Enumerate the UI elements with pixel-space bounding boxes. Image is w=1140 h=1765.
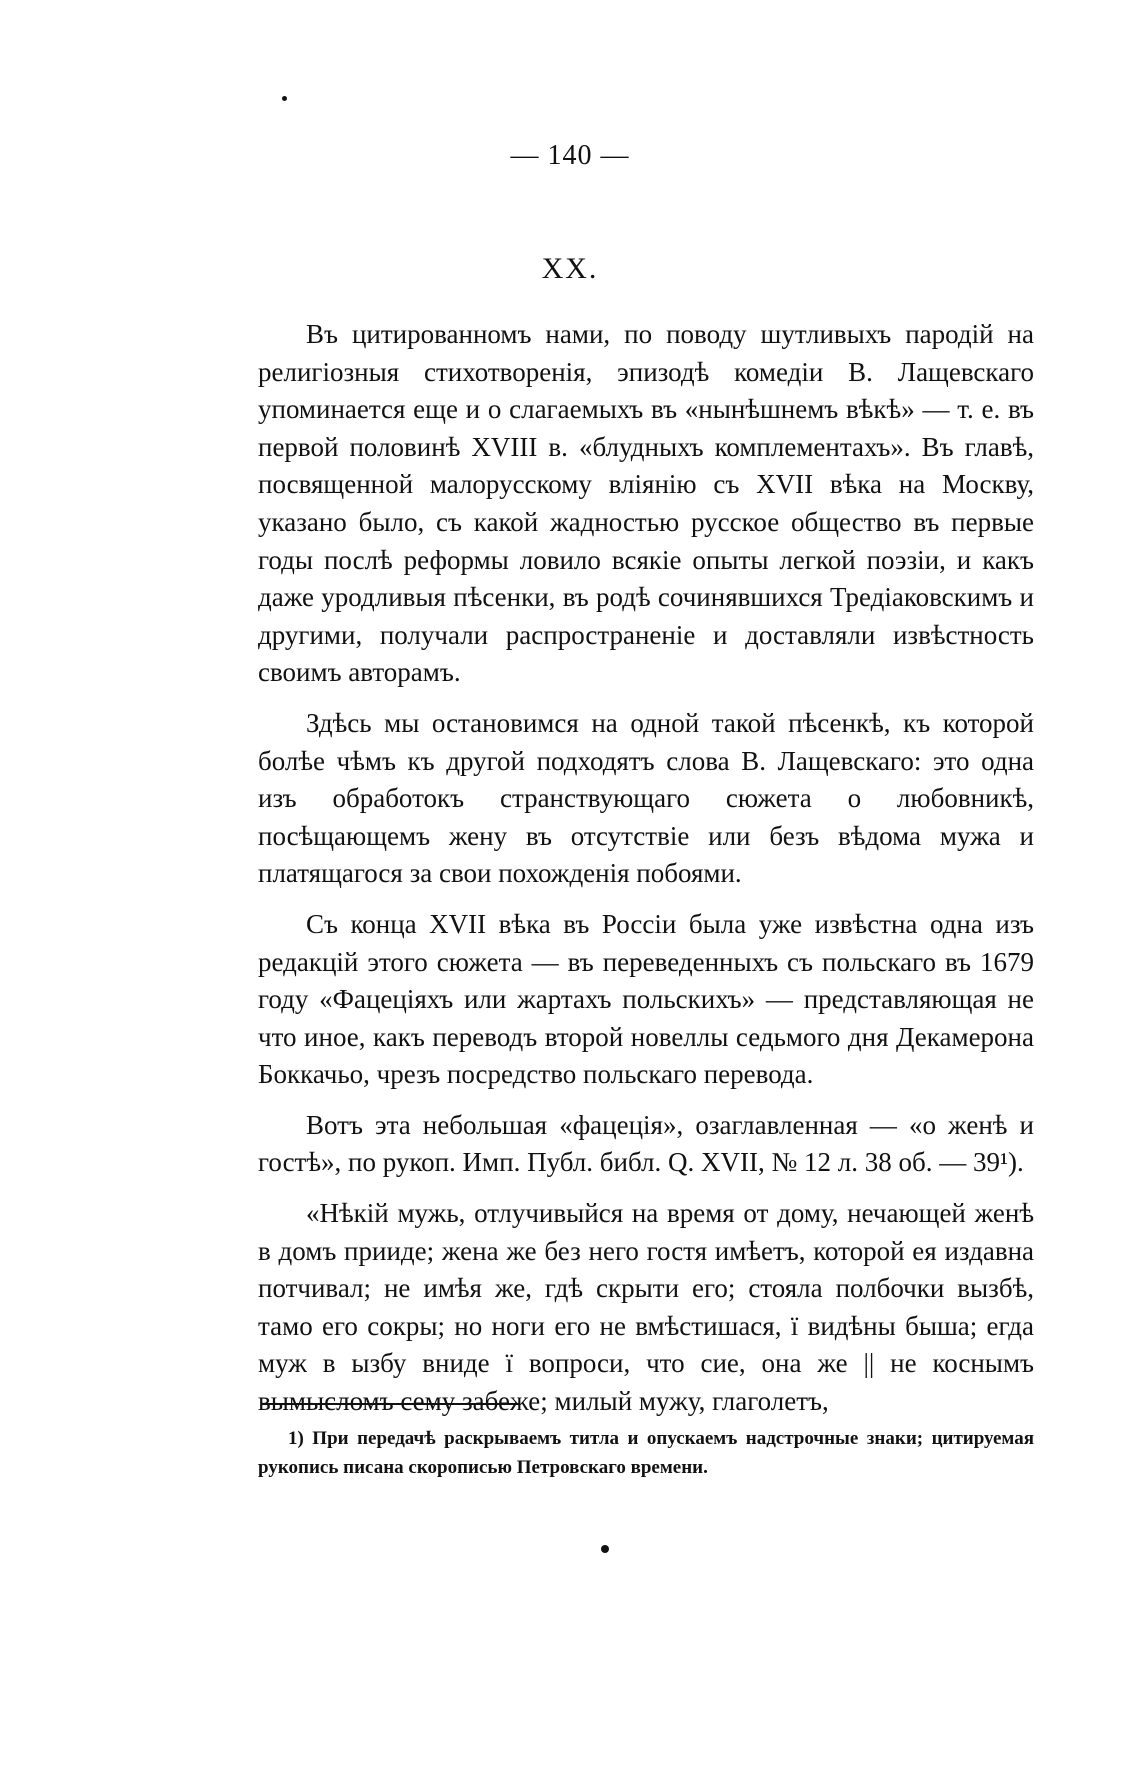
print-speck xyxy=(282,96,287,101)
paragraph: Здѣсь мы остановимся на одной такой пѣсенкѣ, къ которой болѣе чѣмъ къ другой подходятъ слова В. Лащевскаго: это одна изъ обработокъ странствующаго сюжета о любовникѣ, посѣщающемъ жену въ отсутствіе или безъ вѣдома мужа и платящагося за свои похожденія побоями. xyxy=(258,707,1034,889)
paragraph-quote: «Нѣкій мужь, отлучивыйся на время от дому, нечающей женѣ в домъ прииде; жена же без него гостя имѣетъ, которой ея издавна потчивал; не имѣя же, гдѣ скрыти его; стояла полбочки вызбѣ, тамо его сокры; но ноги его не вмѣстишася, ї видѣны быша; егда муж в ызбу вниде ї вопроси, что сие, она же || не коснымъ вымысломъ сему забеже; милый мужу, глаголетъ, xyxy=(258,1198,1034,1417)
page-number: — 140 — xyxy=(510,140,630,171)
print-speck xyxy=(601,1545,609,1553)
footnote-divider xyxy=(262,1403,520,1405)
footnote: 1) При передачѣ раскрываемъ титла и опускаемъ надстрочные знаки; цитируемая рукопись писана скорописью Петровскаго времени. xyxy=(258,1428,1034,1478)
body-text xyxy=(258,316,1034,1434)
chapter-heading: XX. xyxy=(541,252,599,285)
paragraph: Въ цитированномъ нами, по поводу шутливыхъ пародій на религіозныя стихотворенія, эпизодѣ комедіи В. Лащевскаго упоминается еще и о слагаемыхъ въ «нынѣшнемъ вѣкѣ» — т. е. въ первой половинѣ XVIII в. «блудныхъ комплементахъ». Въ главѣ, посвященной малорусскому вліянію съ XVII вѣка на Москву, указано было, съ какой жадностью русское общество въ первые годы послѣ реформы ловило всякіе опыты легкой поэзіи, и какъ даже уродливыя пѣсенки, въ родѣ сочинявшихся Тредіаковскимъ и другими, получали распространеніе и доставляли извѣстность своимъ авторамъ. xyxy=(258,319,1034,688)
paragraph: Вотъ эта небольшая «фацеція», озаглавленная — «о женѣ и гостѣ», по рукоп. Имп. Публ. библ. Q. XVII, № 12 л. 38 об. — 39¹). xyxy=(258,1109,1034,1178)
paragraph: Съ конца XVII вѣка въ Россіи была уже извѣстна одна изъ редакцій этого сюжета — въ переведенныхъ съ польскаго въ 1679 году «Фацеціяхъ или жартахъ польскихъ» — представляющая не что иное, какъ переводъ второй новеллы седьмого дня Декамерона Боккачьо, чрезъ посредство польскаго перевода. xyxy=(258,908,1034,1090)
